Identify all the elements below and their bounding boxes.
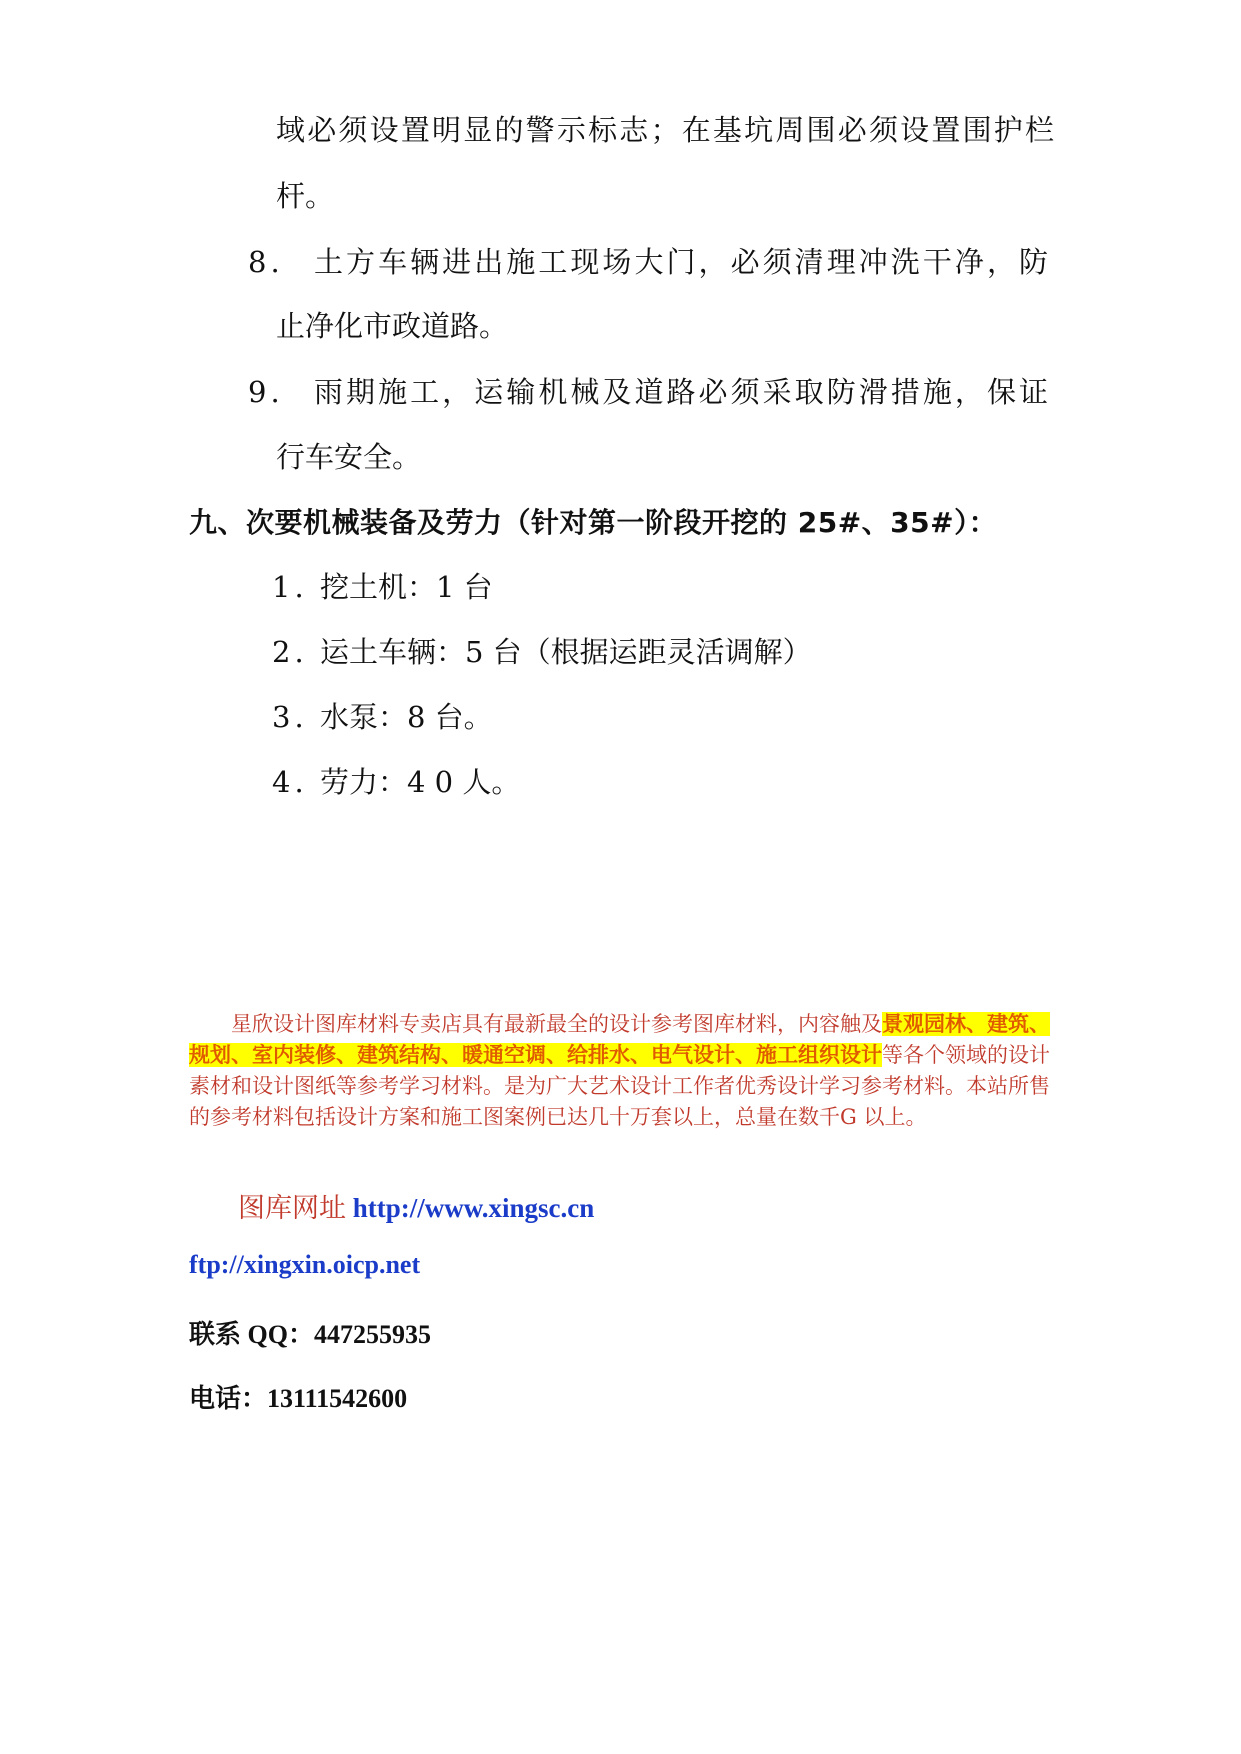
qq-label: 联系 QQ： — [189, 1320, 314, 1349]
section9-item-2 — [272, 632, 812, 672]
item8-number: 8. — [248, 245, 284, 279]
qq-number: 447255935 — [313, 1320, 431, 1349]
phone-number: 13111542600 — [267, 1384, 408, 1413]
section9-item-1 — [272, 567, 493, 607]
section9-item-number: 4. — [272, 765, 308, 799]
section9-item-3 — [272, 697, 493, 737]
section9-item-number: 3. — [272, 700, 308, 734]
ftp-line — [189, 1250, 420, 1280]
ftp-url-link[interactable]: ftp://xingxin.oicp.net — [189, 1250, 421, 1279]
ad-intro-text: 星欣设计图库材料专卖店具有最新最全的设计参考图库材料，内容触及 — [231, 1012, 882, 1036]
qq-line — [189, 1314, 431, 1351]
item8-text-line1: 土方车辆进出施工现场大门，必须清理冲洗干净，防 — [314, 245, 1048, 279]
section9-item-text: 运土车辆：5 台（根据运距灵活调解） — [320, 635, 812, 669]
section9-item-text: 劳力：4 0 人。 — [320, 765, 521, 799]
item8-text-line2: 止净化市政道路。 — [276, 309, 509, 343]
site-url-link[interactable]: http://www.xingsc.cn — [352, 1193, 595, 1223]
section9-item-text: 挖土机：1 台 — [320, 570, 493, 604]
section9-item-number: 2. — [272, 635, 308, 669]
ad-rest-text: 等各个领域的设计素材和设计图纸等参考学习材料。是为广大艺术设计工作者优秀设计学习参考材料。本站所售的参考材料包括设计方案和施工图案例已达几十万套以上，总量在数千G 以上。 — [189, 1043, 1050, 1129]
site-label: 图库网址 — [238, 1193, 346, 1224]
phone-label: 电话： — [189, 1384, 268, 1413]
site-line — [238, 1186, 594, 1225]
item7-continuation-line2: 杆。 — [276, 179, 335, 213]
phone-line — [189, 1378, 407, 1415]
section9-item-4 — [272, 762, 520, 802]
item7-continuation-line1: 域必须设置明显的警示标志；在基坑周围必须设置围护栏 — [276, 113, 1054, 147]
ad-highlight-text: 景观园林、建筑、规划、室内装修、建筑结构、暖通空调、给排水、电气设计、施工组织设计 — [189, 1012, 1050, 1067]
section9-heading: 九、次要机械装备及劳力（针对第一阶段开挖的 25#、35#）： — [189, 506, 998, 539]
section9-item-text: 水泵：8 台。 — [320, 700, 493, 734]
item9-number: 9. — [248, 375, 284, 409]
item9 — [248, 372, 1048, 412]
item9-text-line2: 行车安全。 — [276, 440, 422, 474]
item9-text-line1: 雨期施工，运输机械及道路必须采取防滑措施，保证 — [314, 375, 1048, 409]
section9-item-number: 1. — [272, 570, 308, 604]
advertisement-paragraph — [189, 1009, 1055, 1133]
item8 — [248, 242, 1048, 282]
